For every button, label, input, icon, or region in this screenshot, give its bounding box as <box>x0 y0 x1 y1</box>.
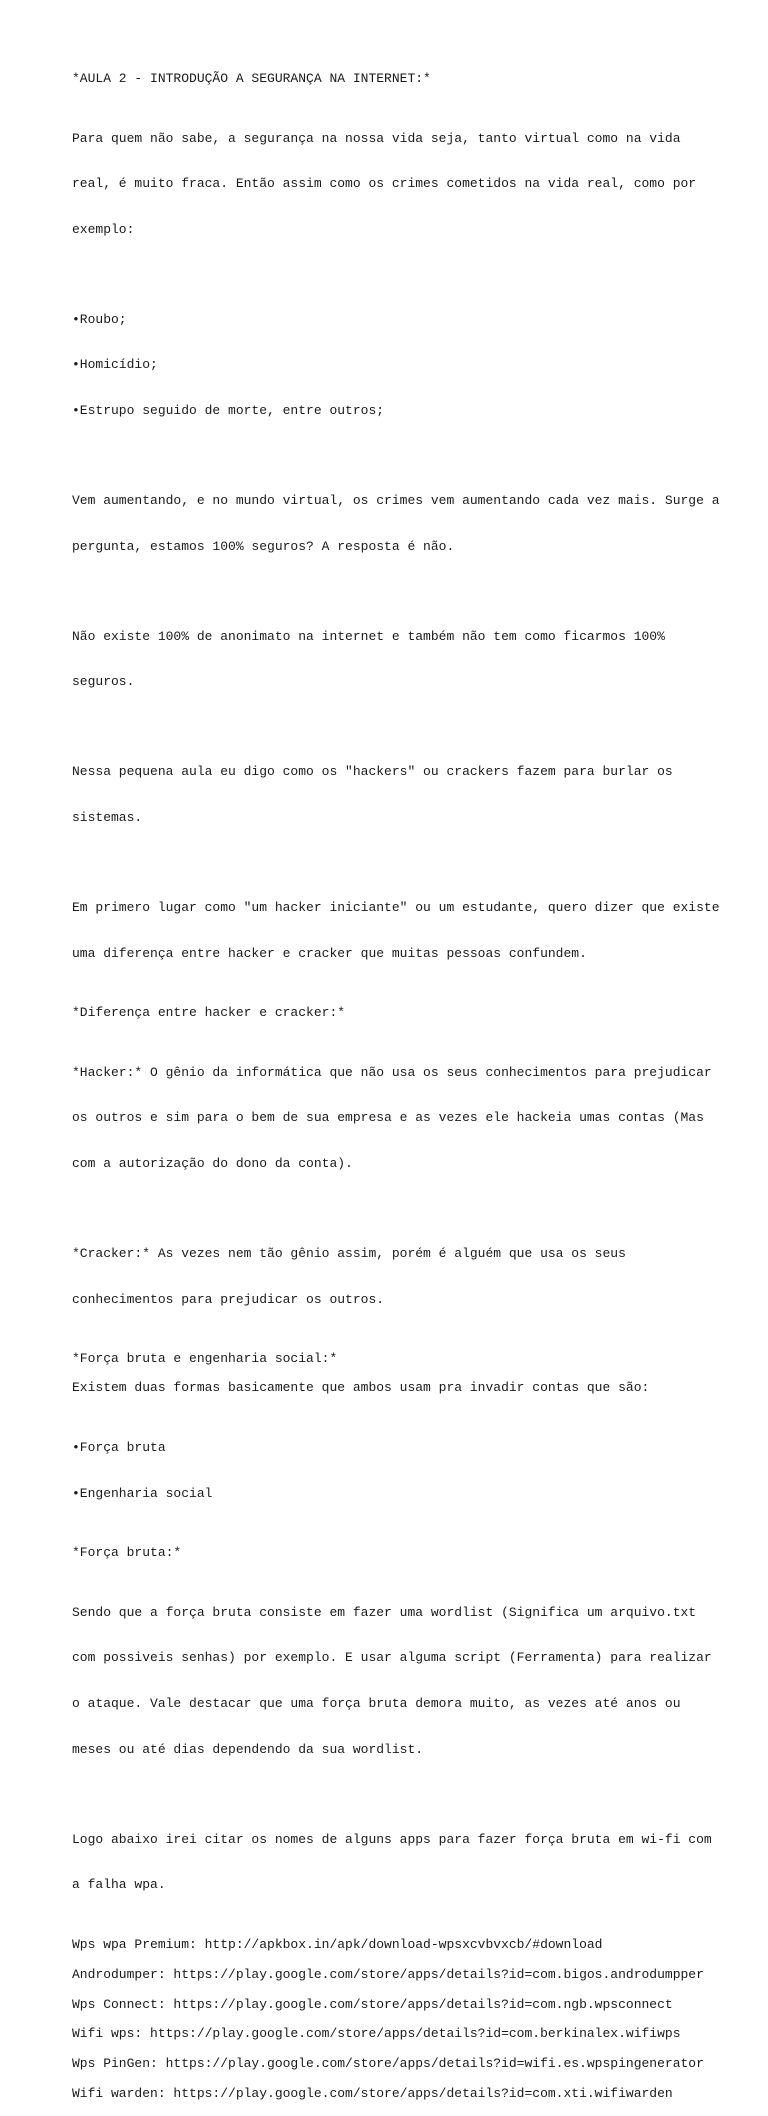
lesson-paragraph <box>72 734 712 856</box>
text-line: Para quem não sabe, a segurança na nossa vida seja, tanto virtual como na vida <box>72 130 681 146</box>
app-link-wps-pingen: Wps PinGen: https://play.google.com/store/apps/details?id=wifi.es.wpspingenerator <box>72 2056 704 2072</box>
text-line: pergunta, estamos 100% seguros? A resposta é não. <box>72 538 455 554</box>
apps-intro-paragraph <box>72 1801 712 1923</box>
text-line: *Cracker:* As vezes nem tão gênio assim, porém é alguém que usa os seus <box>72 1246 626 1262</box>
text-line: *Hacker:* O gênio da informática que não usa os seus conhecimentos para prejudicar <box>72 1064 712 1080</box>
text-line: Não existe 100% de anonimato na internet e também não tem como ficarmos 100% <box>72 628 665 644</box>
text-line: o ataque. Vale destacar que uma força bruta demora muito, as vezes até anos ou <box>72 1696 681 1712</box>
beginner-paragraph <box>72 870 720 992</box>
methods-list <box>72 1410 712 1532</box>
text-line: a falha wpa. <box>72 1877 166 1893</box>
app-link-wps-connect: Wps Connect: https://play.google.com/store/apps/details?id=com.ngb.wpsconnect <box>72 1996 673 2012</box>
text-line: exemplo: <box>72 221 135 237</box>
text-line: Sendo que a força bruta consiste em fazer uma wordlist (Significa um arquivo.txt <box>72 1604 697 1620</box>
text-line: uma diferença entre hacker e cracker que muitas pessoas confundem. <box>72 945 587 961</box>
app-link-wifi-wps: Wifi wps: https://play.google.com/store/apps/details?id=com.berkinalex.wifiwps <box>72 2026 681 2042</box>
increase-paragraph <box>72 463 720 585</box>
text-line: meses ou até dias dependendo da sua wordlist. <box>72 1741 424 1757</box>
app-link-androdumper: Androdumper: https://play.google.com/store/apps/details?id=com.bigos.androdumpper <box>72 1966 704 1982</box>
text-line: seguros. <box>72 674 135 690</box>
cracker-paragraph <box>72 1216 712 1338</box>
list-item: •Força bruta <box>72 1440 166 1456</box>
intro-paragraph <box>72 100 712 267</box>
text-line: real, é muito fraca. Então assim como os crimes cometidos na vida real, como por <box>72 176 697 192</box>
document-title: *AULA 2 - INTRODUÇÃO A SEGURANÇA NA INTERNET:* <box>72 71 431 86</box>
document-page <box>72 71 720 2116</box>
text-line: Vem aumentando, e no mundo virtual, os crimes vem aumentando cada vez mais. Surge a <box>72 493 720 509</box>
text-line: com possiveis senhas) por exemplo. E usar alguma script (Ferramenta) para realizar <box>72 1650 712 1666</box>
hacker-paragraph <box>72 1034 712 1201</box>
text-line: com a autorização do dono da conta). <box>72 1156 353 1171</box>
text-line: sistemas. <box>72 809 143 825</box>
text-line: Nessa pequena aula eu digo como os "hackers" ou crackers fazem para burlar os <box>72 764 673 780</box>
list-item: •Estrupo seguido de morte, entre outros; <box>72 403 385 419</box>
app-link-wifi-warden: Wifi warden: https://play.google.com/store/apps/details?id=com.xti.wifiwarden <box>72 2085 673 2101</box>
methods-intro: Existem duas formas basicamente que ambos usam pra invadir contas que são: <box>72 1380 650 1396</box>
text-line: Logo abaixo irei citar os nomes de alguns apps para fazer força bruta em wi-fi com <box>72 1831 712 1847</box>
crimes-list <box>72 281 712 448</box>
text-line: conhecimentos para prejudicar os outros. <box>72 1291 385 1307</box>
methods-heading: *Força bruta e engenharia social:* <box>72 1351 338 1367</box>
text-line: os outros e sim para o bem de sua empresa e as vezes ele hackeia umas contas (Mas <box>72 1110 704 1126</box>
list-item: •Engenharia social <box>72 1485 213 1501</box>
text-line: Em primero lugar como "um hacker iniciante" ou um estudante, quero dizer que existe <box>72 899 720 915</box>
bruteforce-heading: *Força bruta:* <box>72 1545 182 1561</box>
list-item: •Roubo; <box>72 311 127 327</box>
bruteforce-paragraph <box>72 1574 712 1787</box>
list-item: •Homicídio; <box>72 357 158 373</box>
app-link-wps-wpa-premium: Wps wpa Premium: http://apkbox.in/apk/download-wpsxcvbvxcb/#download <box>72 1936 603 1952</box>
difference-heading: *Diferença entre hacker e cracker:* <box>72 1005 346 1021</box>
anonymity-paragraph <box>72 598 712 720</box>
